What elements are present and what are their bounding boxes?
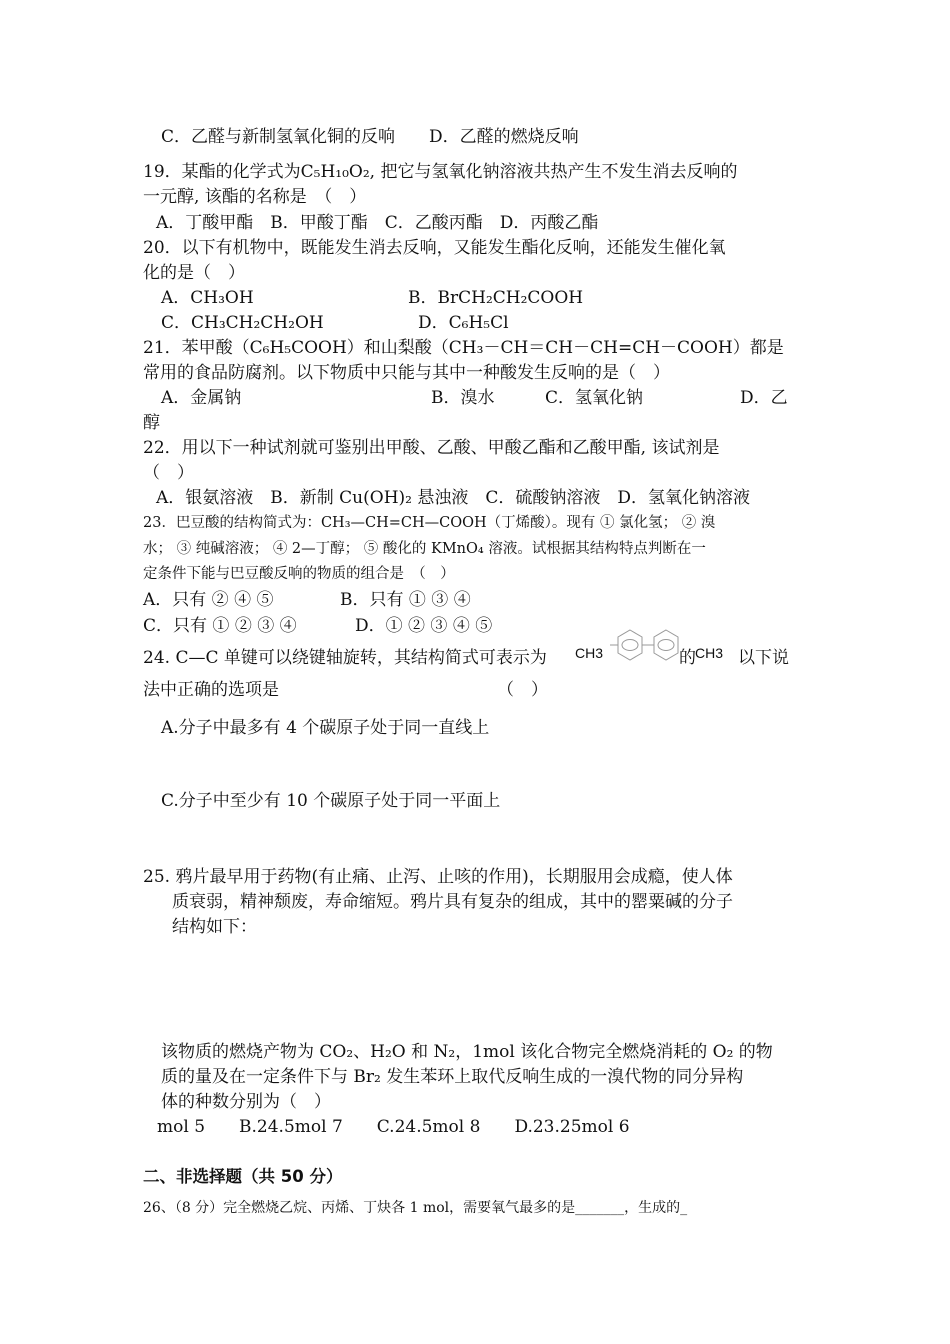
q21-option-a: A．金属钠 — [161, 388, 242, 408]
q23-option-b: B．只有 ① ③ ④ — [340, 590, 471, 610]
q24-stem-de: 的 — [679, 648, 696, 668]
q22-stem-cont: （ ） — [143, 463, 194, 483]
q23-stem: 23．巴豆酸的结构简式为：CH₃—CH=CH—COOH（丁烯酸）。现有 ① 氯化氢； ② 溴 — [143, 515, 716, 531]
q21-option-d-cont: 醇 — [143, 413, 160, 433]
left-ring-circle — [622, 640, 638, 651]
q25-stem-cont2: 结构如下： — [172, 917, 257, 937]
q19-stem-cont: 一元醇, 该酯的名称是 （ ） — [143, 187, 367, 207]
q22-stem: 22．用以下一种试剂就可鉴别出甲酸、乙酸、甲酸乙酯和乙酸甲酯, 该试剂是 — [143, 438, 720, 458]
q25-stem: 25. 鸦片最早用于药物(有止痛、止泻、止咳的作用)，长期服用会成瘾，使人体 — [143, 867, 733, 887]
q20-stem: 20．以下有机物中，既能发生消去反响，又能发生酯化反响，还能发生催化氧 — [143, 238, 726, 258]
q18-option-cd: C．乙醛与新制氢氧化铜的反响 D．乙醛的燃烧反响 — [161, 127, 579, 147]
right-methyl-label: CH3 — [695, 645, 724, 661]
right-ring-circle — [658, 640, 674, 651]
q20-option-d: D．C₆H₅Cl — [418, 313, 509, 333]
left-methyl-label: CH3 — [575, 645, 604, 661]
q20-stem-cont: 化的是（ ） — [143, 263, 245, 283]
q21-stem-cont: 常用的食品防腐剂。以下物质中只能与其中一种酸发生反响的是（ ） — [143, 363, 670, 383]
q22-options: A．银氨溶液 B．新制 Cu(OH)₂ 悬浊液 C．硫酸钠溶液 D．氢氧化钠溶液 — [156, 488, 751, 508]
q23-stem-cont1: 水； ③ 纯碱溶液； ④ 2—丁醇； ⑤ 酸化的 KMnO₄ 溶液。试根据其结构特点判断在一 — [143, 541, 706, 557]
q20-option-a: A．CH₃OH — [161, 288, 254, 308]
q24-stem-end: 以下说 — [738, 648, 789, 668]
q25-body-cont2: 体的种数分别为（ ） — [161, 1092, 331, 1112]
q23-option-d: D．① ② ③ ④ ⑤ — [355, 616, 493, 636]
q21-option-c: C．氢氧化钠 — [545, 388, 644, 408]
q24-stem: 24. C—C 单键可以绕键轴旋转，其结构简式可表示为 — [143, 648, 547, 668]
biphenyl-structure — [608, 628, 690, 668]
q20-option-b: B．BrCH₂CH₂COOH — [408, 288, 584, 308]
q21-stem: 21．苯甲酸（C₆H₅COOH）和山梨酸（CH₃－CH＝CH－CH=CH－COOH）都是 — [143, 338, 784, 358]
q24-option-a: A.分子中最多有 4 个碳原子处于同一直线上 — [161, 718, 490, 738]
q26-stem: 26、（8 分）完全燃烧乙烷、丙烯、丁炔各 1 mol，需要氧气最多的是_______，生成的_ — [143, 1200, 688, 1216]
section-heading: 二、非选择题（共 50 分） — [143, 1167, 343, 1186]
q23-option-a: A．只有 ② ④ ⑤ — [143, 590, 274, 610]
q23-option-c: C．只有 ① ② ③ ④ — [143, 616, 297, 636]
q24-option-c: C.分子中至少有 10 个碳原子处于同一平面上 — [161, 791, 501, 811]
q25-options: mol 5 B.24.5mol 7 C.24.5mol 8 D.23.25mol 6 — [157, 1117, 630, 1137]
q19-stem: 19．某酯的化学式为C₅H₁₀O₂, 把它与氢氧化钠溶液共热产生不发生消去反响的 — [143, 162, 738, 182]
q21-option-d: D．乙 — [740, 388, 788, 408]
q23-stem-cont2: 定条件下能与巴豆酸反响的物质的组合是 （ ） — [143, 566, 455, 582]
q25-stem-cont1: 质衰弱，精神颓废，寿命缩短。鸦片具有复杂的组成，其中的罂粟碱的分子 — [172, 892, 733, 912]
q25-body: 该物质的燃烧产物为 CO₂、H₂O 和 N₂，1mol 该化合物完全燃烧消耗的 O₂ 的物 — [161, 1042, 773, 1062]
q25-body-cont1: 质的量及在一定条件下与 Br₂ 发生苯环上取代反响生成的一溴代物的同分异构 — [161, 1067, 744, 1087]
q24-stem-cont: 法中正确的选项是 — [143, 680, 279, 700]
q19-options: A．丁酸甲酯 B．甲酸丁酯 C．乙酸丙酯 D．丙酸乙酯 — [156, 213, 599, 233]
q20-option-c: C．CH₃CH₂CH₂OH — [161, 313, 324, 333]
q21-option-b: B．溴水 — [431, 388, 495, 408]
q24-answer-brackets: （ ） — [497, 680, 548, 700]
